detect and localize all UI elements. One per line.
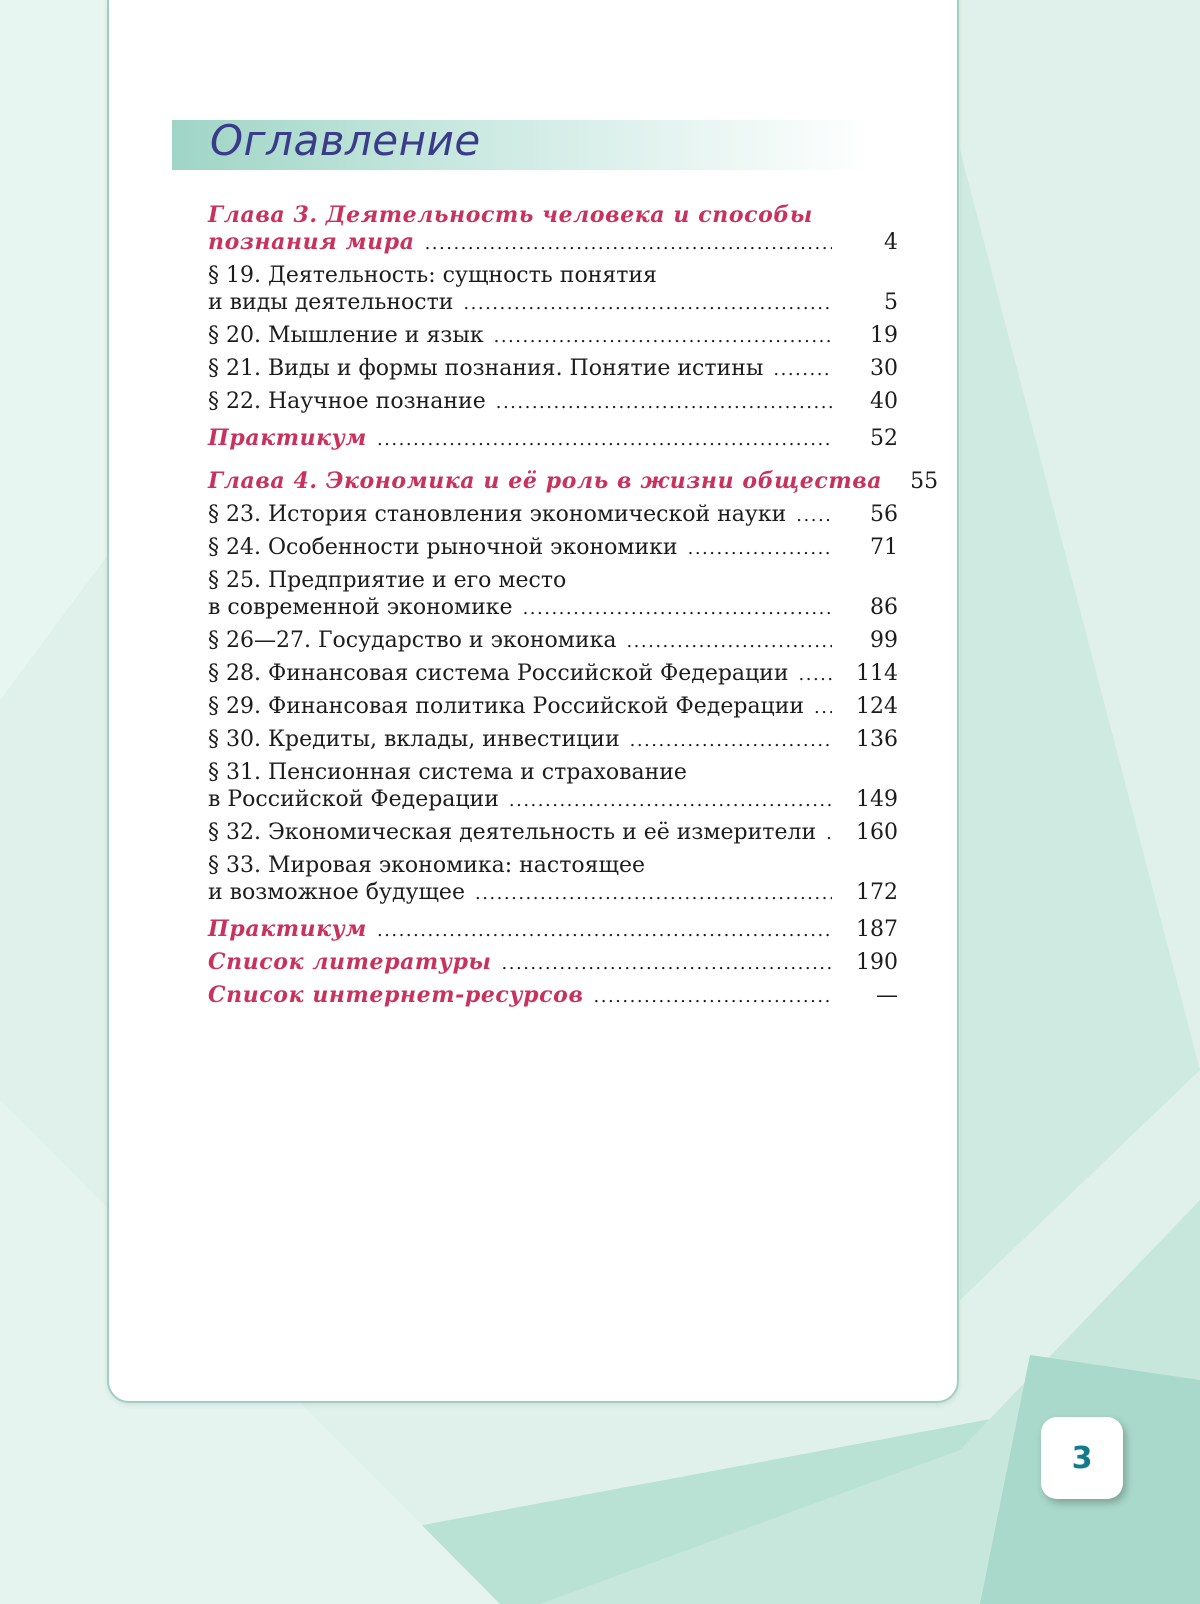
toc-entry-title-line1: § 25. Предприятие и его место: [208, 568, 567, 593]
toc-entry-page: 172: [856, 880, 898, 905]
toc-entry-row: [208, 726, 898, 753]
toc-entry-title: § 21. Виды и формы познания. Понятие истины: [208, 356, 764, 381]
toc-entry-section[interactable]: [208, 852, 898, 906]
toc-spacer: [208, 452, 898, 468]
toc-entry-title: § 28. Финансовая система Российской Федерации: [208, 661, 789, 686]
toc-entry-title: § 26—27. Государство и экономика: [208, 628, 617, 653]
toc-entry-page: 160: [856, 820, 898, 845]
dot-leader: [496, 388, 832, 415]
toc-entry-section[interactable]: [208, 262, 898, 316]
dot-leader: [814, 693, 832, 720]
page-number: 3: [1071, 1440, 1093, 1476]
toc-entry-page: 99: [870, 628, 898, 653]
dot-leader: [773, 355, 832, 382]
toc-entry-page: 124: [856, 694, 898, 719]
toc-entry-title: § 32. Экономическая деятельность и её измерители: [208, 820, 817, 845]
toc-entry-section[interactable]: [208, 819, 898, 846]
toc-entry-title: Список литературы: [208, 949, 492, 975]
toc-entry-title: Список интернет-ресурсов: [208, 982, 584, 1008]
toc-spacer: [208, 415, 898, 425]
dot-leader: [377, 916, 832, 943]
toc-entry-title: § 29. Финансовая политика Российской Федерации: [208, 694, 805, 719]
toc-entry-page: 55: [910, 469, 939, 494]
toc-entry-page: 30: [870, 356, 898, 381]
toc-entry-section[interactable]: [208, 726, 898, 753]
toc-entry-row: [208, 425, 898, 452]
toc-entry-page: 149: [856, 787, 898, 812]
toc-entry-title: § 30. Кредиты, вклады, инвестиции: [208, 727, 620, 752]
toc-entry-title: Глава 4. Экономика и её роль в жизни общества: [208, 468, 883, 494]
toc-entry-section[interactable]: [208, 322, 898, 349]
dot-leader: [502, 949, 832, 976]
toc-entry-section[interactable]: [208, 355, 898, 382]
toc-entry-section[interactable]: [208, 534, 898, 561]
toc-entry-row: [208, 819, 898, 846]
toc-entry-section[interactable]: [208, 567, 898, 621]
toc-entry-row: [208, 289, 898, 316]
toc-entry-row: [208, 322, 898, 349]
toc-entry-page: 86: [870, 595, 898, 620]
dot-leader: [594, 982, 833, 1009]
toc-entry-chapter[interactable]: [208, 202, 898, 256]
toc-entry-row: [208, 982, 898, 1009]
toc-entry-section[interactable]: [208, 501, 898, 528]
toc-entry-page: 136: [856, 727, 898, 752]
toc-entry-title-line1: § 19. Деятельность: сущность понятия: [208, 263, 657, 288]
toc-entry-page: 52: [870, 426, 898, 451]
toc-entry-row: [208, 534, 898, 561]
dot-leader: [799, 660, 832, 687]
toc-entry-title: § 23. История становления экономической науки: [208, 502, 787, 527]
toc-entry-chapter[interactable]: [208, 468, 939, 495]
toc-entry-page: 19: [870, 323, 898, 348]
toc-entry-section[interactable]: [208, 388, 898, 415]
toc-spacer: [208, 906, 898, 916]
page-number-badge: [1041, 1417, 1123, 1499]
toc-entry-page: 5: [884, 290, 898, 315]
toc-entry-row: [208, 468, 939, 495]
toc-entry-page: 190: [856, 950, 898, 975]
toc-entry-chapter[interactable]: [208, 982, 898, 1009]
dot-leader: [463, 289, 832, 316]
toc-entry-section[interactable]: [208, 660, 898, 687]
toc-entry-title-line1: Глава 3. Деятельность человека и способы: [208, 202, 813, 228]
toc-entry-title: и возможное будущее: [208, 880, 465, 905]
toc-entry-page: 187: [856, 917, 898, 942]
toc-entry-title: в современной экономике: [208, 595, 513, 620]
dot-leader: [475, 879, 832, 906]
toc-entry-page: 56: [870, 502, 898, 527]
toc-entry-title: познания мира: [208, 229, 415, 255]
page-title: Оглавление: [210, 116, 481, 165]
toc-entry-title: § 24. Особенности рыночной экономики: [208, 535, 678, 560]
toc-entry-row: [208, 388, 898, 415]
toc-entry-row: [208, 627, 898, 654]
toc-entry-row: [208, 501, 898, 528]
toc-entry-chapter[interactable]: [208, 425, 898, 452]
toc-entry-row: [208, 229, 898, 256]
toc-entry-row: [208, 660, 898, 687]
dot-leader: [425, 229, 832, 256]
dot-leader: [630, 726, 832, 753]
toc-entry-row: [208, 949, 898, 976]
toc-entry-page: 4: [884, 230, 898, 255]
toc-entry-title: § 20. Мышление и язык: [208, 323, 484, 348]
toc-entry-chapter[interactable]: [208, 916, 898, 943]
dot-leader: [523, 594, 832, 621]
dot-leader: [494, 322, 832, 349]
dot-leader: [377, 425, 832, 452]
toc-entry-title: в Российской Федерации: [208, 787, 499, 812]
toc-entry-title-line1: § 31. Пенсионная система и страхование: [208, 760, 687, 785]
dot-leader: [509, 786, 832, 813]
toc-entry-section[interactable]: [208, 759, 898, 813]
toc-entry-page: 71: [870, 535, 898, 560]
table-of-contents: [208, 202, 939, 1009]
toc-entry-title: Практикум: [208, 425, 367, 451]
toc-entry-row: [208, 916, 898, 943]
toc-entry-row: [208, 693, 898, 720]
toc-entry-row: [208, 594, 898, 621]
dot-leader: [826, 819, 832, 846]
toc-entry-row: [208, 786, 898, 813]
toc-entry-row: [208, 879, 898, 906]
toc-entry-title-line1: § 33. Мировая экономика: настоящее: [208, 853, 646, 878]
dot-leader: [626, 627, 832, 654]
toc-entry-row: [208, 355, 898, 382]
toc-entry-title: Практикум: [208, 916, 367, 942]
toc-entry-chapter[interactable]: [208, 949, 898, 976]
toc-entry-page: —: [876, 983, 898, 1008]
toc-entry-title: § 22. Научное познание: [208, 389, 486, 414]
toc-entry-section[interactable]: [208, 693, 898, 720]
toc-entry-page: 40: [870, 389, 898, 414]
dot-leader: [796, 501, 832, 528]
toc-entry-section[interactable]: [208, 627, 898, 654]
dot-leader: [688, 534, 832, 561]
toc-entry-title: и виды деятельности: [208, 290, 454, 315]
toc-entry-page: 114: [856, 661, 898, 686]
